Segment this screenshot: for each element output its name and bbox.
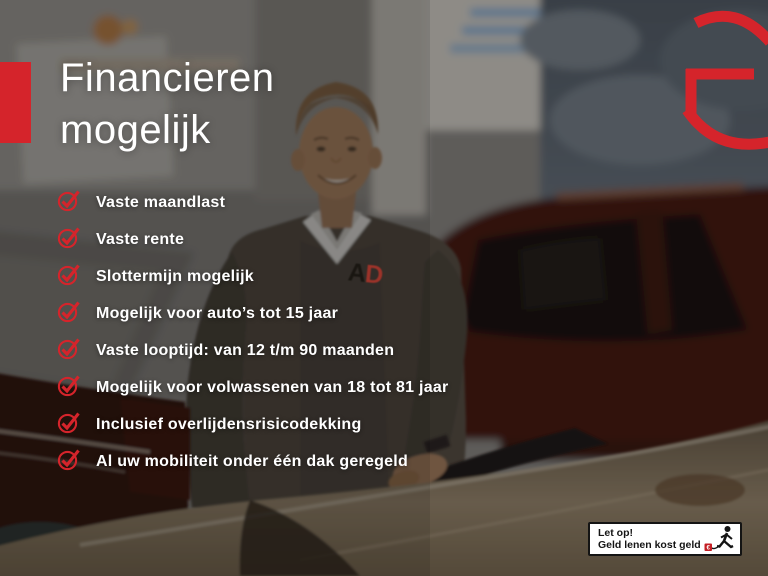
check-icon bbox=[57, 299, 82, 329]
benefit-item bbox=[57, 338, 448, 363]
benefit-label: Slottermijn mogelijk bbox=[96, 267, 254, 285]
check-icon bbox=[57, 410, 82, 440]
headline-line-1: Financieren bbox=[60, 56, 275, 100]
benefit-item bbox=[57, 190, 448, 215]
check-icon bbox=[57, 336, 82, 366]
check-icon bbox=[57, 188, 82, 218]
warning-line-1: Let op! bbox=[598, 527, 633, 539]
benefit-label: Mogelijk voor auto’s tot 15 jaar bbox=[96, 304, 339, 322]
benefit-label: Mogelijk voor volwassenen van 18 tot 81 jaar bbox=[96, 378, 449, 396]
check-icon bbox=[57, 225, 82, 255]
benefit-item bbox=[57, 301, 448, 326]
svg-text:€: € bbox=[706, 544, 710, 552]
benefit-label: Vaste maandlast bbox=[96, 193, 226, 211]
headline-line-2: mogelijk bbox=[60, 108, 211, 152]
check-icon bbox=[57, 447, 82, 477]
benefit-item bbox=[57, 227, 448, 252]
benefit-label: Vaste rente bbox=[96, 230, 185, 248]
sweater-logo-letter-d: D bbox=[363, 260, 384, 290]
credit-warning-text bbox=[598, 527, 701, 551]
check-icon bbox=[57, 262, 82, 292]
benefit-item bbox=[57, 412, 448, 437]
page-title bbox=[60, 52, 275, 156]
accent-red-bar bbox=[0, 62, 31, 143]
benefits-list bbox=[57, 190, 448, 486]
benefit-label: Al uw mobiliteit onder één dak geregeld bbox=[96, 452, 409, 470]
warning-line-2: Geld lenen kost geld bbox=[598, 539, 701, 551]
benefit-item bbox=[57, 449, 448, 474]
red-arc-arrow-logo bbox=[640, 6, 768, 156]
sweater-logo-letter-a: A bbox=[346, 258, 367, 288]
benefit-label: Inclusief overlijdensrisicodekking bbox=[96, 415, 362, 433]
benefit-item bbox=[57, 264, 448, 289]
benefit-item bbox=[57, 375, 448, 400]
walking-man-euro-ball-icon bbox=[703, 525, 739, 553]
credit-warning-badge bbox=[588, 522, 742, 556]
benefit-label: Vaste looptijd: van 12 t/m 90 maanden bbox=[96, 341, 395, 359]
check-icon bbox=[57, 373, 82, 403]
